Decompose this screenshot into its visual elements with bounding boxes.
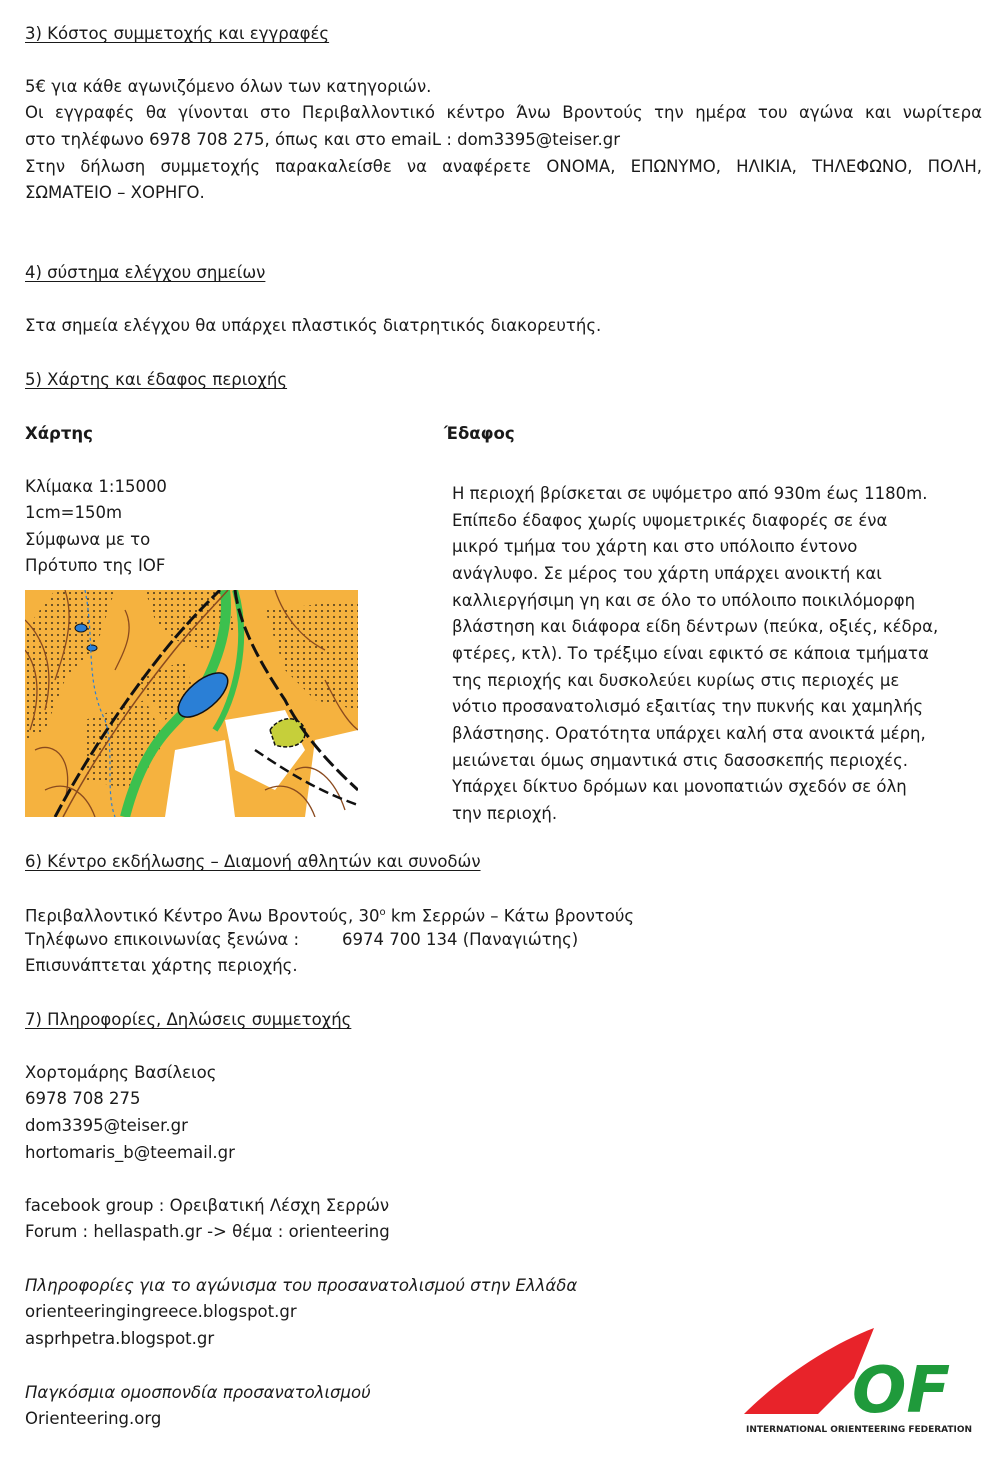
blog-link-2: asprhpetra.blogspot.gr — [25, 1329, 215, 1348]
registration-text-1: Οι εγγραφές θα γίνονται στο Περιβαλλοντικό κέντρο Άνω Βροντούς την ημέρα του αγώνα και νωρίτερα — [25, 103, 982, 122]
venue-address-main: Περιβαλλοντικό Κέντρο Άνω Βροντούς, 30 — [25, 906, 380, 926]
map-scale-cm: 1cm=150m — [25, 503, 123, 522]
terrain-line: ανάγλυφο. Σε μέρος του χάρτη υπάρχει ανοικτή και — [452, 564, 882, 583]
terrain-line: καλλιεργήσιμη γη και σε όλο το υπόλοιπο ποικιλόμορφη — [452, 591, 916, 610]
terrain-line: φτέρες, κτλ). Το τρέξιμο είναι εφικτό σε κάποια τμήματα — [452, 644, 929, 663]
venue-address-degree: ο — [379, 907, 386, 918]
venue-address — [25, 903, 634, 927]
blog-link-1: orienteeringingreece.blogspot.gr — [25, 1302, 297, 1321]
section-7-heading: 7) Πληροφορίες, Δηλώσεις συμμετοχής — [25, 1010, 352, 1029]
federation-site: Orienteering.org — [25, 1409, 162, 1428]
control-system-text: Στα σημεία ελέγχου θα υπάρχει πλαστικός διατρητικός διακορευτής. — [25, 316, 602, 335]
terrain-line: της περιοχής και δυσκολεύει κυρίως στις περιοχές με — [452, 671, 900, 690]
terrain-title: Έδαφος — [444, 424, 515, 443]
terrain-line: μειώνεται όμως σημαντικά στις δασοσκεπής περιοχές. — [452, 751, 909, 770]
section-4-heading: 4) σύστημα ελέγχου σημείων — [25, 263, 266, 282]
facebook-group: facebook group : Ορειβατική Λέσχη Σερρών — [25, 1196, 390, 1215]
contact-phone: 6978 708 275 — [25, 1089, 141, 1108]
terrain-line: Υπάρχει δίκτυο δρόμων και μονοπατιών σχεδόν σε όλη — [452, 777, 907, 796]
map-standard-2: Πρότυπο της IOF — [25, 556, 166, 575]
greece-info-title: Πληροφορίες για το αγώνισμα του προσανατολισμού στην Ελλάδα — [25, 1276, 578, 1295]
map-scale: Κλίμακα 1:15000 — [25, 477, 167, 496]
contact-name: Χορτομάρης Βασίλειος — [25, 1063, 217, 1082]
terrain-line: μικρό τμήμα του χάρτη και στο υπόλοιπο έντονο — [452, 537, 858, 556]
section-5-heading: 5) Χάρτης και έδαφος περιοχής — [25, 370, 288, 389]
terrain-line: νότιο προσανατολισμό εξαιτίας την πυκνής και χαμηλής — [452, 697, 924, 716]
map-title: Χάρτης — [25, 424, 93, 443]
terrain-line: Επίπεδο έδαφος χωρίς υψομετρικές διαφορές σε ένα — [452, 511, 888, 530]
hostel-phone-label: Τηλέφωνο επικοινωνίας ξενώνα : — [25, 930, 300, 949]
contact-email-1: dom3395@teiser.gr — [25, 1116, 188, 1135]
terrain-line: Η περιοχή βρίσκεται σε υψόμετρο από 930m έως 1180m. — [452, 484, 928, 503]
hostel-phone-value: 6974 700 134 (Παναγιώτης) — [342, 930, 579, 949]
registration-text-3: Στην δήλωση συμμετοχής παρακαλείσθε να αναφέρετε ΟΝΟΜΑ, ΕΠΩΝΥΜΟ, ΗΛΙΚΙΑ, ΤΗΛΕΦΩΝΟ, ΠΟΛΗ, — [25, 157, 982, 176]
orienteering-map-image — [25, 590, 358, 817]
federation-title: Παγκόσμια ομοσπονδία προσανατολισμού — [25, 1383, 371, 1402]
section-3-heading: 3) Κόστος συμμετοχής και εγγραφές — [25, 24, 330, 43]
iof-logo-mark: OF — [852, 1354, 951, 1428]
venue-address-rest: km Σερρών – Κάτω βροντούς — [385, 906, 635, 926]
map-standard-1: Σύμφωνα με το — [25, 530, 151, 549]
fee-text: 5€ για κάθε αγωνιζόμενο όλων των κατηγοριών. — [25, 77, 432, 96]
section-6-heading: 6) Κέντρο εκδήλωσης – Διαμονή αθλητών και συνοδών — [25, 852, 481, 871]
terrain-line: βλάστηση και διάφορα είδη δέντρων (πεύκα, οξιές, κέδρα, — [452, 617, 939, 636]
contact-email-2: hortomaris_b@teemail.gr — [25, 1143, 235, 1162]
terrain-line: βλάστησης. Ορατότητα υπάρχει καλή στα ανοικτά μέρη, — [452, 724, 926, 743]
iof-logo-caption: INTERNATIONAL ORIENTEERING FEDERATION — [746, 1424, 972, 1435]
terrain-line: την περιοχή. — [452, 804, 558, 823]
attached-map-note: Επισυνάπτεται χάρτης περιοχής. — [25, 956, 298, 975]
forum-info: Forum : hellaspath.gr -> θέμα : orienteering — [25, 1222, 390, 1241]
registration-text-4: ΣΩΜΑΤΕΙΟ – ΧΟΡΗΓΟ. — [25, 183, 205, 202]
iof-logo — [742, 1326, 977, 1436]
registration-text-2: στο τηλέφωνο 6978 708 275, όπως και στο emaiL : dom3395@teiser.gr — [25, 130, 620, 149]
